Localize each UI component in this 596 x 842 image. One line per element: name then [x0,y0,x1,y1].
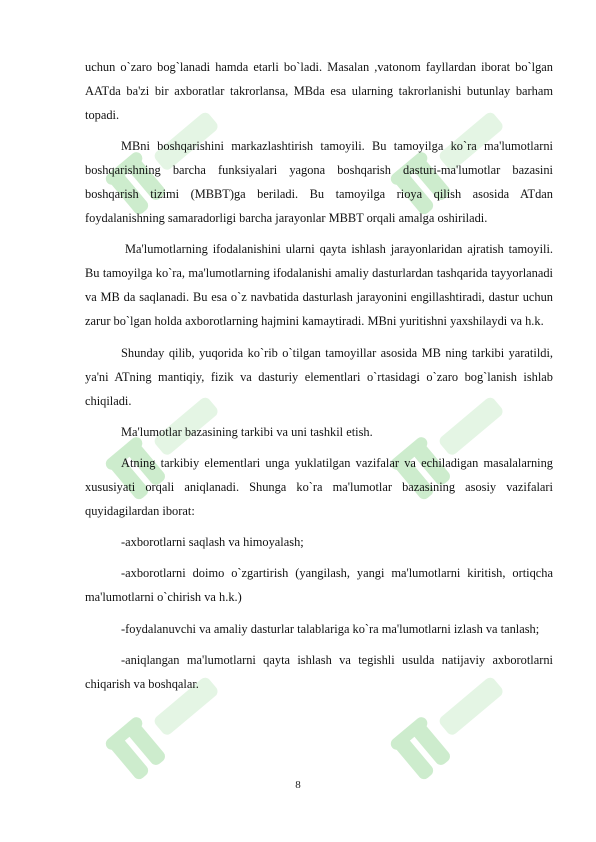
paragraph: uchun o`zaro bog`lanadi hamda etarli bo`ladi. Masalan ,vatonom fayllardan iborat bo`lgan AATda ba'zi bir axboratlar takrorlansa, MBda esa ularning takrorlanishi butunlay barham topadi. [85,60,553,122]
document-body [85,55,553,703]
page-number: 8 [295,779,301,791]
paragraph: Shunday qilib, yuqorida ko`rib o`tilgan tamoyillar asosida MB ning tarkibi yaratildi, ya'ni ATning mantiqiy, fizik va dasturiy elementlari o`rtasidagi o`zaro bog`lanish ishlab chiqiladi. [85,345,553,408]
list-item: -aniqlangan ma'lumotlarni qayta ishlash va tegishli usulda natijaviy axborotlarni chiqarish va boshqalar. [85,652,553,691]
paragraph: Atning tarkibiy elementlari unga yuklatilgan vazifalar va echiladigan masalalarning xususiyati orqali aniqlanadi. Shunga ko`ra ma'lumotlar bazasining asosiy vazifalari quyidagilardan iborat: [85,455,553,518]
list-item: -axborotlarni doimo o`zgartirish (yangilash, yangi ma'lumotlarni kiritish, ortiqcha ma'lumotlarni o`chirish va h.k.) [85,566,553,605]
paragraph: Ma'lumotlarning ifodalanishini ularni qayta ishlash jarayonlaridan ajratish tamoyili. Bu tamoyilga ko`ra, ma'lumotlarning ifodalanishi amaliy dasturlardan tashqarida tayyorlanadi va MB da saqlanadi. Bu esa o`z navbatida dasturlash jarayonini engillashtiradi, dastur uchun zarur bo`lgan holda axborotlarning hajmini kamaytiradi. MBni yuritishni yaxshilaydi va h.k. [85,242,553,329]
section-heading: Ma'lumotlar bazasining tarkibi va uni tashkil etish. [121,424,373,439]
paragraph: MBni boshqarishini markazlashtirish tamoyili. Bu tamoyilga ko`ra ma'lumotlarni boshqarishning barcha funksiyalari yagona boshqarish dasturi-ma'lumotlar bazasini boshqarish tizimi (MBBT)ga beriladi. Bu tamoyilga rioya qilish asosida ATdan foydalanishning samaradorligi barcha jarayonlar MBBT orqali amalga oshiriladi. [85,139,553,226]
list-item: -axborotlarni saqlash va himoyalash; [121,535,304,550]
list-item: -foydalanuvchi va amaliy dasturlar talablariga ko`ra ma'lumotlarni izlash va tanlash; [121,621,540,636]
